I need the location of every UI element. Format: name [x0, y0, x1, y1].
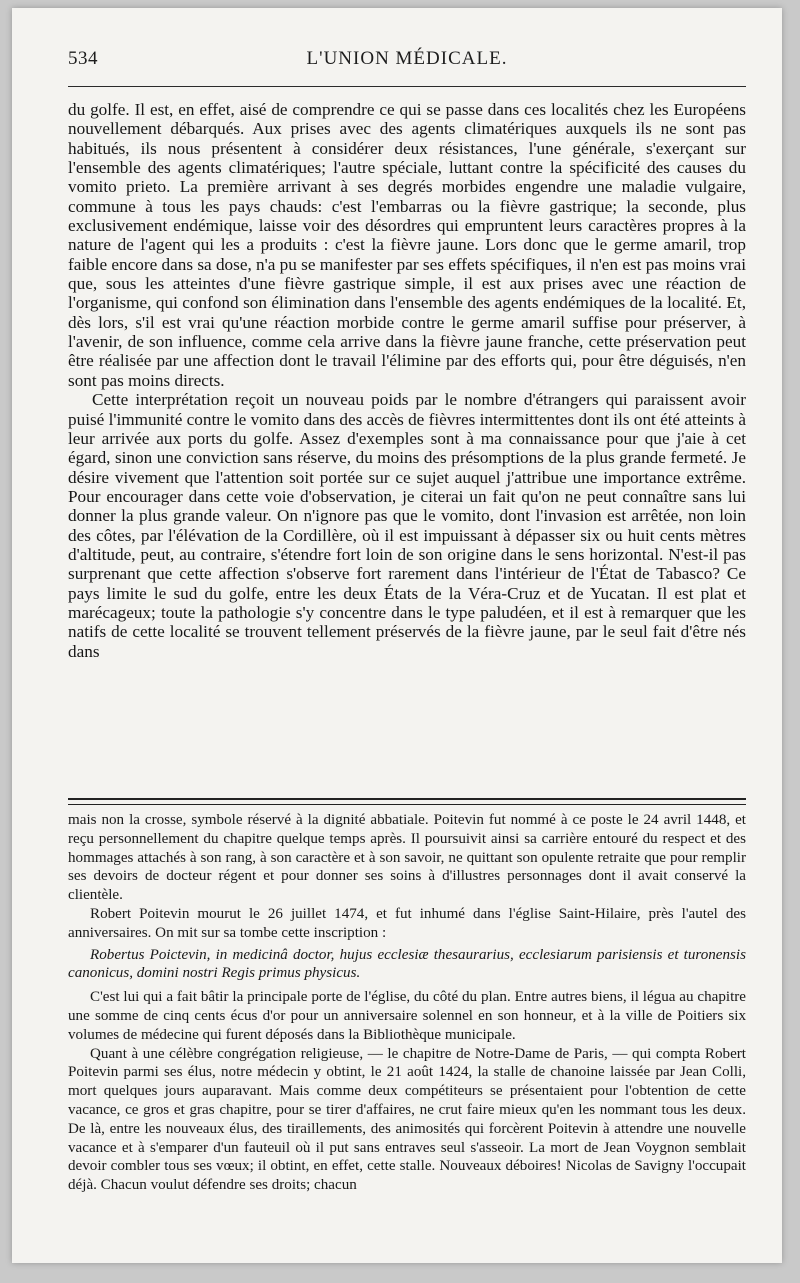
footnote-paragraph-2: Robert Poitevin mourut le 26 juillet 1474, et fut inhumé dans l'église Saint-Hilaire, près l'autel des anniversaires. On mit sur sa tombe cette inscription :: [68, 905, 746, 941]
book-page: [12, 8, 782, 1263]
footnote-paragraph-4: Quant à une célèbre congrégation religieuse, — le chapitre de Notre-Dame de Paris, — qui compta Robert Poitevin parmi ses élus, notre médecin y obtint, le 21 août 1424, la stalle de chanoine laissée par Jean Colli, mort quelques jours auparavant. Mais comme deux compétiteurs se présentaient pour l'obtention de cette vacance, ce gros et gras chapitre, pour se tirer d'affaires, ne crut faire mieux qu'en les nommant tous les deux. De là, entre les nouveaux élus, des tiraillements, des animosités qui forcèrent Poitevin à attendre une nouvelle vacance et à s'emparer d'un fauteuil où il put sans entraves seul s'asseoir. La mort de Jean Voygnon semblait devoir combler tous ses vœux; il obtint, en effet, cette stalle. Nouveaux déboires! Nicolas de Savigny l'occupait déjà. Chacun voulut défendre ses droits; chacun: [68, 1045, 746, 1194]
footnote: [68, 811, 746, 1195]
footnote-paragraph-3: C'est lui qui a fait bâtir la principale porte de l'église, du côté du plan. Entre autres biens, il légua au chapitre une somme de cinq cents écus d'or pour un anniversaire solennel en son honneur, et à la ville de Poitiers six volumes de médecine qui furent déposés dans la Bibliothèque municipale.: [68, 989, 746, 1043]
main-text: [68, 100, 746, 661]
footnote-separator: [68, 798, 746, 805]
page-number: 534: [68, 48, 98, 69]
footnote-paragraph-1: mais non la crosse, symbole réservé à la dignité abbatiale. Poitevin fut nommé à ce poste le 24 avril 1448, et reçu personnellement du chapitre quelque temps après. Il poursuivit ainsi sa carrière entouré du respect et des hommages attachés à son rang, à son caractère et à son savoir, ne quittant son opulente retraite que pour remplir ses devoirs de docteur régent et pour donner ses soins à d'illustres personnages dont il avait conservé la clientèle.: [68, 812, 746, 904]
tomb-inscription: Robertus Poictevin, in medicinâ doctor, hujus ecclesiæ thesaurarius, ecclesiarum parisiensis et turonensis canonicus, domini nostri Regis primus physicus.: [68, 946, 746, 982]
main-paragraph-2: Cette interprétation reçoit un nouveau poids par le nombre d'étrangers qui paraissent avoir puisé l'immunité contre le vomito dans des accès de fièvres intermittentes dont ils ont été atteints à leur arrivée aux ports du golfe. Assez d'exemples sont à ma connaissance pour que j'aie à cet égard, sinon une conviction sans réserve, du moins des présomptions de la plus grande fermeté. Je désire vivement que l'attention soit portée sur ce sujet auquel j'attribue une importance extrême. Pour encourager dans cette voie d'observation, je citerai un fait qu'on ne peut connaître sans lui donner la plus grande valeur. On n'ignore pas que le vomito, dont l'invasion est arrêtée, non loin des côtes, par l'élévation de la Cordillère, où il est impuissant à dépasser six ou huit cents mètres d'altitude, peut, au contraire, s'étendre fort loin de son origine dans le sens horizontal. N'est-il pas surprenant que cette affection s'observe fort rarement dans l'intérieur de l'État de Tabasco? Ce pays limite le sud du golfe, entre les deux États de la Véra-Cruz et de Yucatan. Il est plat et marécageux; toute la pathologie s'y concentre dans le type paludéen, et il est à remarquer que les natifs de cette localité se trouvent tellement préservés de la fièvre jaune, par le seul fait d'être nés dans: [68, 390, 746, 661]
page-header: [68, 48, 746, 76]
running-title: L'UNION MÉDICALE.: [306, 48, 508, 69]
header-rule: [68, 86, 746, 87]
main-paragraph-1: du golfe. Il est, en effet, aisé de comprendre ce qui se passe dans ces localités chez les Européens nouvellement débarqués. Aux prises avec des agents climatériques auxquels ils ne sont pas habitués, ils nous présentent à considérer deux résistances, l'une générale, s'exerçant sur l'ensemble des agents climatériques; l'autre spéciale, luttant contre la spécificité des causes du vomito prieto. La première arrivant à ses degrés morbides engendre une maladie vulgaire, commune à tous les pays chauds: c'est l'embarras ou la fièvre gastrique; la seconde, plus exclusivement endémique, laisse voir des désordres qui empruntent leurs caractères propres à la nature de l'agent qui les a produits : c'est la fièvre jaune. Lors donc que le germe amaril, trop faible encore dans sa dose, n'a pu se manifester par ses effets spécifiques, il n'en est pas moins vrai que, sous les atteintes d'une fièvre gastrique simple, il est aux prises avec une réaction de l'organisme, qui confond son élimination dans l'ensemble des agents endémiques de la localité. Et, dès lors, s'il est vrai qu'une réaction morbide contre le germe amaril suffise pour préserver, à l'avenir, de son influence, comme cela arrive dans la fièvre jaune franche, cette préservation peut être réalisée par une affection dont le travail l'élimine par des efforts qui, pour être déguisés, n'en sont pas moins directs.: [68, 100, 746, 390]
